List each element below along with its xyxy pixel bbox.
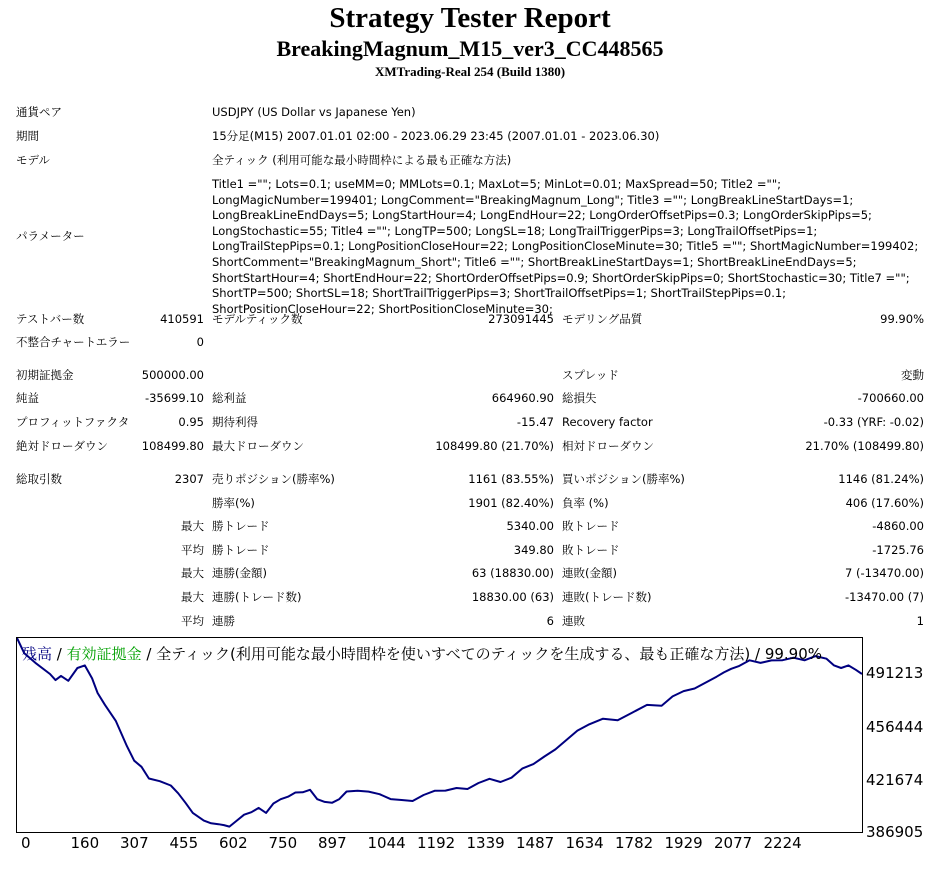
- consec-win-count-value: 18830.00 (63): [471, 590, 554, 604]
- y-tick-label: 421674: [866, 771, 924, 789]
- abs-drawdown-value: 108499.80: [141, 439, 204, 453]
- recovery-factor-value: -0.33 (YRF: -0.02): [823, 415, 924, 429]
- gross-loss-value: -700660.00: [857, 391, 924, 405]
- gross-profit-value: 664960.90: [491, 391, 554, 405]
- max-win-trade-value: 5340.00: [506, 519, 554, 533]
- avg-win-trade-value: 349.80: [513, 543, 554, 557]
- x-tick-label: 897: [318, 834, 347, 852]
- params-value: Title1 =""; Lots=0.1; useMM=0; MMLots=0.1; MaxLot=5; MinLot=0.01; MaxSpread=50; Title2 =""; LongMagicNumber=199401; LongComment="BreakingMagnum_Long"; Title3 =""; LongBreakLineStartDays=1; LongBreakLineEndDays=5; LongStartHour=4; LongEndHour=22; LongOrderOffsetPips=0.3; LongOrderSkipPips=5; LongStochastic=55; Title4 =""; LongTP=500; LongSL=18; LongTrailTriggerPips=3; LongTrailOffsetPips=1; LongTrailStepPips=0.1; LongPositionCloseHour=22; LongPositionCloseMinute=30; Title5 =""; ShortMagicNumber=199402; ShortComment="BreakingMagnum_Short"; Title6 =""; ShortBreakLineStartDays=1; ShortBreakLineEndDays=5; ShortStartHour=4; ShortEndHour=22; ShortOrderOffsetPips=0.9; ShortOrderSkipPips=0; ShortStochastic=30; Title7 =""; ShortTP=500; ShortSL=18; ShortTrailTriggerPips=3; ShortTrailOffsetPips=1; ShortTrailStepPips=0.1; ShortPositionCloseHour=22; ShortPositionCloseMinute=30;: [212, 177, 919, 316]
- rel-drawdown-value: 21.70% (108499.80): [805, 439, 924, 453]
- y-tick-label: 386905: [866, 823, 924, 841]
- max-loss-trade-label: 敗トレード: [562, 519, 620, 533]
- legend-description: / 全ティック(利用可能な最小時間枠を使いすべてのティックを生成する、最も正確な方法) / 99.90%: [141, 645, 823, 663]
- x-tick-label: 0: [21, 834, 31, 852]
- net-profit-label: 純益: [16, 391, 39, 405]
- recovery-factor-label: Recovery factor: [562, 415, 653, 429]
- gross-profit-label: 総利益: [212, 391, 247, 405]
- consec-loss-amount-label: 連敗(金額): [562, 566, 617, 580]
- chart-legend: [22, 643, 822, 664]
- params-label: パラメーター: [16, 229, 85, 243]
- win-rate-value: 1901 (82.40%): [468, 496, 554, 510]
- max-prefix: 最大: [181, 590, 204, 604]
- total-trades-value: 2307: [174, 472, 204, 486]
- balance-chart: [16, 637, 863, 833]
- x-tick-label: 307: [120, 834, 149, 852]
- bars-label: テストバー数: [16, 312, 85, 326]
- ticks-label: モデルティック数: [212, 312, 303, 326]
- pair-value: USDJPY (US Dollar vs Japanese Yen): [212, 105, 416, 119]
- errors-label: 不整合チャートエラー: [16, 335, 131, 349]
- avg-win-trade-label: 勝トレード: [212, 543, 270, 557]
- max-drawdown-value: 108499.80 (21.70%): [435, 439, 554, 453]
- gross-loss-label: 総損失: [562, 391, 597, 405]
- errors-value: 0: [196, 335, 204, 349]
- deposit-value: 500000.00: [141, 368, 204, 382]
- series-line-0: [17, 638, 862, 827]
- ticks-value: 273091445: [488, 312, 554, 326]
- x-tick-label: 1192: [417, 834, 456, 852]
- max-prefix: 最大: [181, 519, 204, 533]
- profit-factor-label: プロフィットファクタ: [16, 415, 130, 429]
- quality-label: モデリング品質: [562, 312, 643, 326]
- spread-value: 変動: [901, 368, 924, 382]
- expected-payoff-value: -15.47: [516, 415, 554, 429]
- expert-name: BreakingMagnum_M15_ver3_CC448565: [276, 36, 664, 61]
- long-positions-value: 1146 (81.24%): [838, 472, 924, 486]
- x-tick-label: 750: [268, 834, 298, 852]
- loss-rate-label: 負率 (%): [562, 496, 609, 510]
- profit-factor-value: 0.95: [178, 415, 204, 429]
- avg-consec-loss-value: 1: [916, 614, 924, 628]
- short-positions-label: 売りポジション(勝率%): [212, 472, 335, 486]
- bars-value: 410591: [160, 312, 204, 326]
- consec-win-count-label: 連勝(トレード数): [212, 590, 302, 604]
- model-value: 全ティック (利用可能な最小時間枠による最も正確な方法): [212, 153, 512, 167]
- avg-consec-win-value: 6: [546, 614, 554, 628]
- model-label: モデル: [16, 153, 50, 167]
- x-tick-label: 160: [70, 834, 100, 852]
- x-tick-label: 2224: [763, 834, 802, 852]
- x-tick-label: 455: [169, 834, 199, 852]
- balance-chart-svg: [17, 638, 862, 832]
- server-build: XMTrading-Real 254 (Build 1380): [374, 64, 566, 79]
- consec-loss-count-label: 連敗(トレード数): [562, 590, 652, 604]
- x-tick-label: 1782: [615, 834, 654, 852]
- rel-drawdown-label: 相対ドローダウン: [562, 439, 654, 453]
- consec-loss-amount-value: 7 (-13470.00): [845, 566, 924, 580]
- long-positions-label: 買いポジション(勝率%): [562, 472, 685, 486]
- max-win-trade-label: 勝トレード: [212, 519, 270, 533]
- period-value: 15分足(M15) 2007.01.01 02:00 - 2023.06.29 23:45 (2007.01.01 - 2023.06.30): [212, 129, 660, 143]
- x-tick-label: 1487: [516, 834, 555, 852]
- win-rate-label: 勝率(%): [212, 496, 255, 510]
- y-tick-label: 491213: [866, 664, 924, 682]
- x-tick-label: 1044: [367, 834, 406, 852]
- consec-win-amount-value: 63 (18830.00): [471, 566, 554, 580]
- x-tick-label: 1634: [565, 834, 604, 852]
- legend-equity: 有効証拠金: [66, 645, 142, 663]
- max-prefix: 最大: [181, 566, 204, 580]
- total-trades-label: 総取引数: [16, 472, 62, 486]
- avg-consec-loss-label: 連敗: [562, 614, 585, 628]
- avg-prefix: 平均: [181, 614, 204, 628]
- x-tick-label: 602: [219, 834, 248, 852]
- legend-sep: /: [52, 645, 67, 663]
- period-label: 期間: [16, 129, 39, 143]
- avg-loss-trade-label: 敗トレード: [562, 543, 620, 557]
- x-tick-label: 1929: [664, 834, 703, 852]
- quality-value: 99.90%: [880, 312, 924, 326]
- avg-prefix: 平均: [181, 543, 204, 557]
- pair-label: 通貨ペア: [16, 105, 62, 119]
- x-tick-label: 2077: [714, 834, 753, 852]
- short-positions-value: 1161 (83.55%): [468, 472, 554, 486]
- max-loss-trade-value: -4860.00: [872, 519, 924, 533]
- report-title: Strategy Tester Report: [329, 2, 611, 34]
- net-profit-value: -35699.10: [144, 391, 204, 405]
- loss-rate-value: 406 (17.60%): [845, 496, 924, 510]
- avg-loss-trade-value: -1725.76: [872, 543, 924, 557]
- consec-loss-count-value: -13470.00 (7): [845, 590, 924, 604]
- legend-balance: 残高: [22, 645, 53, 663]
- x-tick-label: 1339: [466, 834, 505, 852]
- spread-label: スプレッド: [562, 368, 619, 382]
- avg-consec-win-label: 連勝: [212, 614, 235, 628]
- deposit-label: 初期証拠金: [16, 368, 74, 382]
- expected-payoff-label: 期待利得: [212, 415, 258, 429]
- y-tick-label: 456444: [866, 718, 924, 736]
- max-drawdown-label: 最大ドローダウン: [212, 439, 304, 453]
- consec-win-amount-label: 連勝(金額): [212, 566, 267, 580]
- abs-drawdown-label: 絶対ドローダウン: [16, 439, 108, 453]
